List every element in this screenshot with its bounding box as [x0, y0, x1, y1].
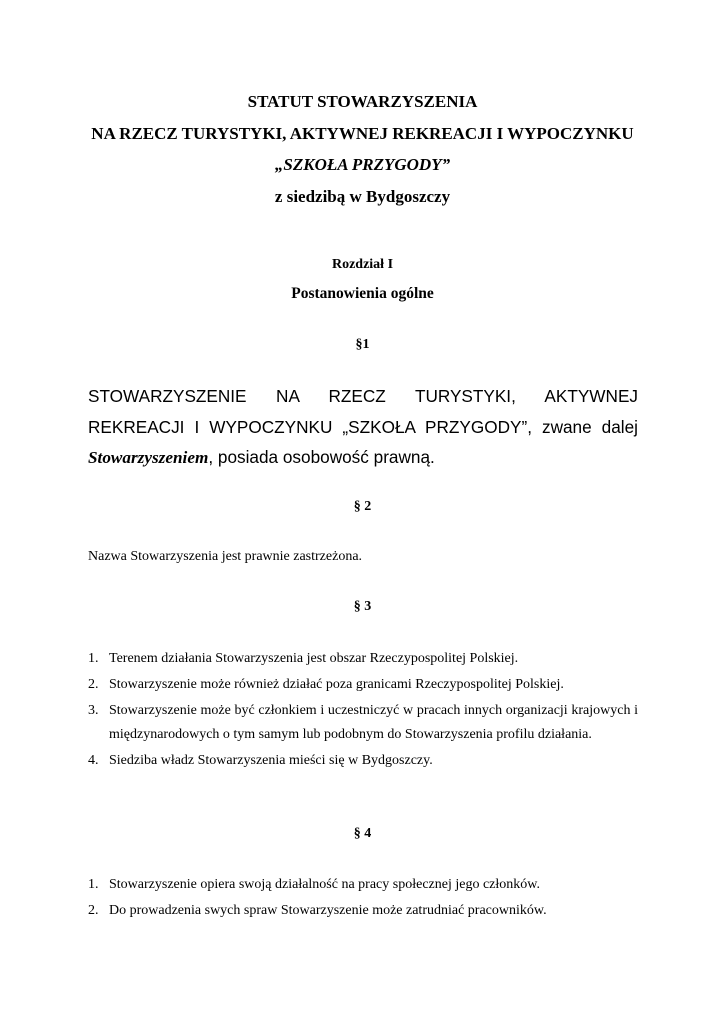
section-1-mark: §1 — [355, 337, 370, 352]
list-item — [88, 749, 638, 773]
section-1-text-after: , posiada osobowość prawną. — [208, 447, 435, 467]
list-item-number: 1. — [88, 651, 99, 666]
title-line-3: „SZKOŁA PRZYGODY” — [274, 155, 451, 174]
list-item-number: 2. — [88, 677, 99, 692]
statute-title — [0, 86, 725, 212]
list-item-text: Stowarzyszenie może również działać poza granicami Rzeczypospolitej Polskiej. — [109, 677, 564, 692]
section-4-mark: § 4 — [353, 826, 372, 841]
section-3-list — [88, 647, 638, 775]
title-line-1: STATUT STOWARZYSZENIA — [247, 92, 478, 111]
section-2-text: Nazwa Stowarzyszenia jest prawnie zastrzeżona. — [88, 549, 363, 564]
section-1-emphasis: Stowarzyszeniem — [88, 448, 209, 467]
list-item — [88, 873, 638, 897]
list-item — [88, 673, 638, 697]
list-item-text: Stowarzyszenie opiera swoją działalność na pracy społecznej jego członków. — [109, 877, 540, 892]
list-item-number: 3. — [88, 703, 99, 718]
list-item — [88, 699, 638, 747]
chapter-name: Postanowienia ogólne — [291, 285, 434, 302]
section-4-list — [88, 873, 638, 925]
section-1-text-before: STOWARZYSZENIE NA RZECZ TURYSTYKI, AKTYWNEJ REKREACJI I WYPOCZYNKU „SZKOŁA PRZYGODY”, zwane dalej — [88, 386, 638, 437]
chapter-number: Rozdział I — [331, 257, 394, 272]
list-item — [88, 647, 638, 671]
list-item-text: Stowarzyszenie może być członkiem i uczestniczyć w pracach innych organizacji krajowych i międzynarodowych o tym samym lub podobnym do Stowarzyszenia profilu działania. — [109, 703, 638, 742]
title-line-2: NA RZECZ TURYSTYKI, AKTYWNEJ REKREACJI I WYPOCZYNKU — [91, 123, 634, 143]
section-2-mark: § 2 — [353, 499, 372, 514]
section-1-text — [88, 381, 638, 474]
list-item-text: Terenem działania Stowarzyszenia jest obszar Rzeczypospolitej Polskiej. — [109, 651, 519, 666]
title-line-4: z siedzibą w Bydgoszczy — [274, 186, 451, 206]
list-item-number: 2. — [88, 903, 99, 918]
list-item-text: Siedziba władz Stowarzyszenia mieści się w Bydgoszczy. — [109, 753, 433, 768]
list-item-number: 4. — [88, 753, 99, 768]
list-item-text: Do prowadzenia swych spraw Stowarzyszenie może zatrudniać pracowników. — [109, 903, 547, 918]
section-3-mark: § 3 — [353, 599, 372, 614]
list-item-number: 1. — [88, 877, 99, 892]
list-item — [88, 899, 638, 923]
